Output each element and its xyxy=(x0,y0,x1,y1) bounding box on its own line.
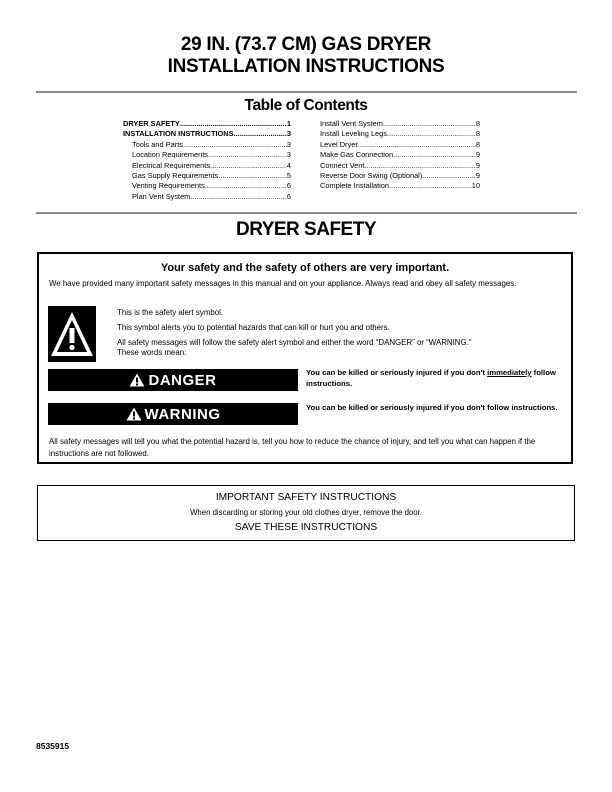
document-title xyxy=(0,34,612,78)
safety-box-title: Your safety and the safety of others are very important. xyxy=(160,262,450,274)
toc-entry-label: Venting Requirements xyxy=(132,181,205,191)
safety-alert-icon xyxy=(48,306,96,362)
toc-entry-label: Location Requirements xyxy=(132,150,209,160)
warning-alert-icon xyxy=(126,407,142,421)
toc-leader-dots xyxy=(422,171,476,181)
toc-entry-page: 6 xyxy=(286,191,291,201)
toc-entry[interactable] xyxy=(320,119,480,129)
toc-entry-label: Level Dryer xyxy=(320,139,358,149)
toc-entry[interactable] xyxy=(320,150,480,160)
toc-entry-page: 5 xyxy=(286,171,291,181)
toc-entry-label: Plan Vent System xyxy=(132,191,191,201)
toc-entry-page: 3 xyxy=(286,129,291,139)
toc-entry-page: 3 xyxy=(286,150,291,160)
toc-entry[interactable] xyxy=(123,161,291,171)
toc-entry-page: 9 xyxy=(475,160,480,170)
warning-banner xyxy=(48,403,298,425)
warning-text: You can be killed or seriously injured if you don't follow instructions. xyxy=(306,403,558,412)
toc-entry-label: Electrical Requirements xyxy=(132,160,211,170)
symbol-line-4: These words mean: xyxy=(117,348,187,357)
toc-entry-page: 3 xyxy=(286,139,291,149)
toc-entry-label: INSTALLATION INSTRUCTIONS xyxy=(123,129,234,139)
toc-entry-label: Connect Vent xyxy=(320,160,365,170)
safety-intro: We have provided many important safety messages in this manual and on your appliance. Always read and obey all safety messages. xyxy=(49,279,517,288)
toc-leader-dots xyxy=(358,140,476,150)
toc-leader-dots xyxy=(190,192,287,202)
important-title: IMPORTANT SAFETY INSTRUCTIONS xyxy=(215,492,397,503)
toc-entry-page: 8 xyxy=(475,119,480,128)
toc-heading: Table of Contents xyxy=(244,97,368,114)
toc-entry-label: Complete Installation xyxy=(320,181,390,191)
danger-alert-icon xyxy=(129,373,145,387)
toc-leader-dots xyxy=(218,171,287,181)
safety-box xyxy=(37,252,573,464)
toc-leader-dots xyxy=(180,119,287,129)
save-instructions: SAVE THESE INSTRUCTIONS xyxy=(234,522,378,533)
toc-leader-dots xyxy=(208,150,287,160)
warning-label: WARNING xyxy=(144,405,221,423)
toc-leader-dots xyxy=(205,181,287,191)
toc-entry-label: Install Vent System xyxy=(320,119,383,128)
toc-entry[interactable] xyxy=(123,181,291,191)
toc-entry-label: Reverse Door Swing (Optional) xyxy=(320,171,423,181)
toc-entry[interactable] xyxy=(320,161,480,171)
toc-entry-label: DRYER SAFETY xyxy=(123,119,180,128)
toc-entry[interactable] xyxy=(123,192,291,202)
toc-entry[interactable] xyxy=(123,119,291,129)
toc-leader-dots xyxy=(234,129,287,139)
toc-entry[interactable] xyxy=(320,129,480,139)
divider-top xyxy=(36,91,577,93)
toc-entry[interactable] xyxy=(320,171,480,181)
toc-entry-page: 8 xyxy=(475,129,480,139)
toc-entry[interactable] xyxy=(123,150,291,160)
toc-entry[interactable] xyxy=(320,181,480,191)
toc-entry-page: 1 xyxy=(286,119,291,128)
toc-leader-dots xyxy=(383,119,476,129)
danger-label: DANGER xyxy=(148,371,217,389)
title-line-1: 29 IN. (73.7 CM) GAS DRYER xyxy=(180,34,432,55)
part-number: 8535915 xyxy=(36,741,70,751)
toc-leader-dots xyxy=(389,181,472,191)
toc-entry-label: Gas Supply Requirements xyxy=(132,171,219,181)
toc-entry[interactable] xyxy=(320,140,480,150)
toc-leader-dots xyxy=(183,140,287,150)
toc-entry-label: Tools and Parts xyxy=(132,139,183,149)
toc-leader-dots xyxy=(210,161,287,171)
toc-entry[interactable] xyxy=(123,129,291,139)
divider-middle xyxy=(36,212,577,214)
toc-leader-dots xyxy=(364,161,475,171)
toc-entry[interactable] xyxy=(123,140,291,150)
safety-footer-text: All safety messages will tell you what the potential hazard is, tell you how to reduce the chance of injury, and tell you what can happen if the instructions are not followed. xyxy=(49,437,536,458)
toc-entry-page: 6 xyxy=(286,181,291,191)
symbol-line-1: This is the safety alert symbol. xyxy=(117,308,224,317)
symbol-line-2: This symbol alerts you to potential hazards that can kill or hurt you and others. xyxy=(117,323,390,332)
important-instructions-box xyxy=(37,485,575,541)
toc-entry-label: Install Leveling Legs xyxy=(320,129,387,139)
danger-banner xyxy=(48,369,298,391)
toc-entry-page: 9 xyxy=(475,171,480,181)
toc-entry-page: 9 xyxy=(475,150,480,160)
danger-text: You can be killed or seriously injured if you don't immediately follow instructions. xyxy=(306,368,556,388)
toc-leader-dots xyxy=(387,129,476,139)
toc-entry[interactable] xyxy=(123,171,291,181)
toc-entry-page: 10 xyxy=(471,181,480,191)
toc-left-column xyxy=(123,119,291,202)
toc-leader-dots xyxy=(393,150,476,160)
toc-entry-page: 8 xyxy=(475,139,480,149)
symbol-line-3: All safety messages will follow the safety alert symbol and either the word “DANGER” or “WARNING.” xyxy=(117,338,472,347)
title-line-2: INSTALLATION INSTRUCTIONS xyxy=(167,56,445,77)
toc-entry-page: 4 xyxy=(286,160,291,170)
section-heading: DRYER SAFETY xyxy=(235,219,377,240)
toc-right-column xyxy=(320,119,480,192)
toc-entry-label: Make Gas Connection xyxy=(320,150,394,160)
important-note: When discarding or storing your old clothes dryer, remove the door. xyxy=(190,508,422,517)
